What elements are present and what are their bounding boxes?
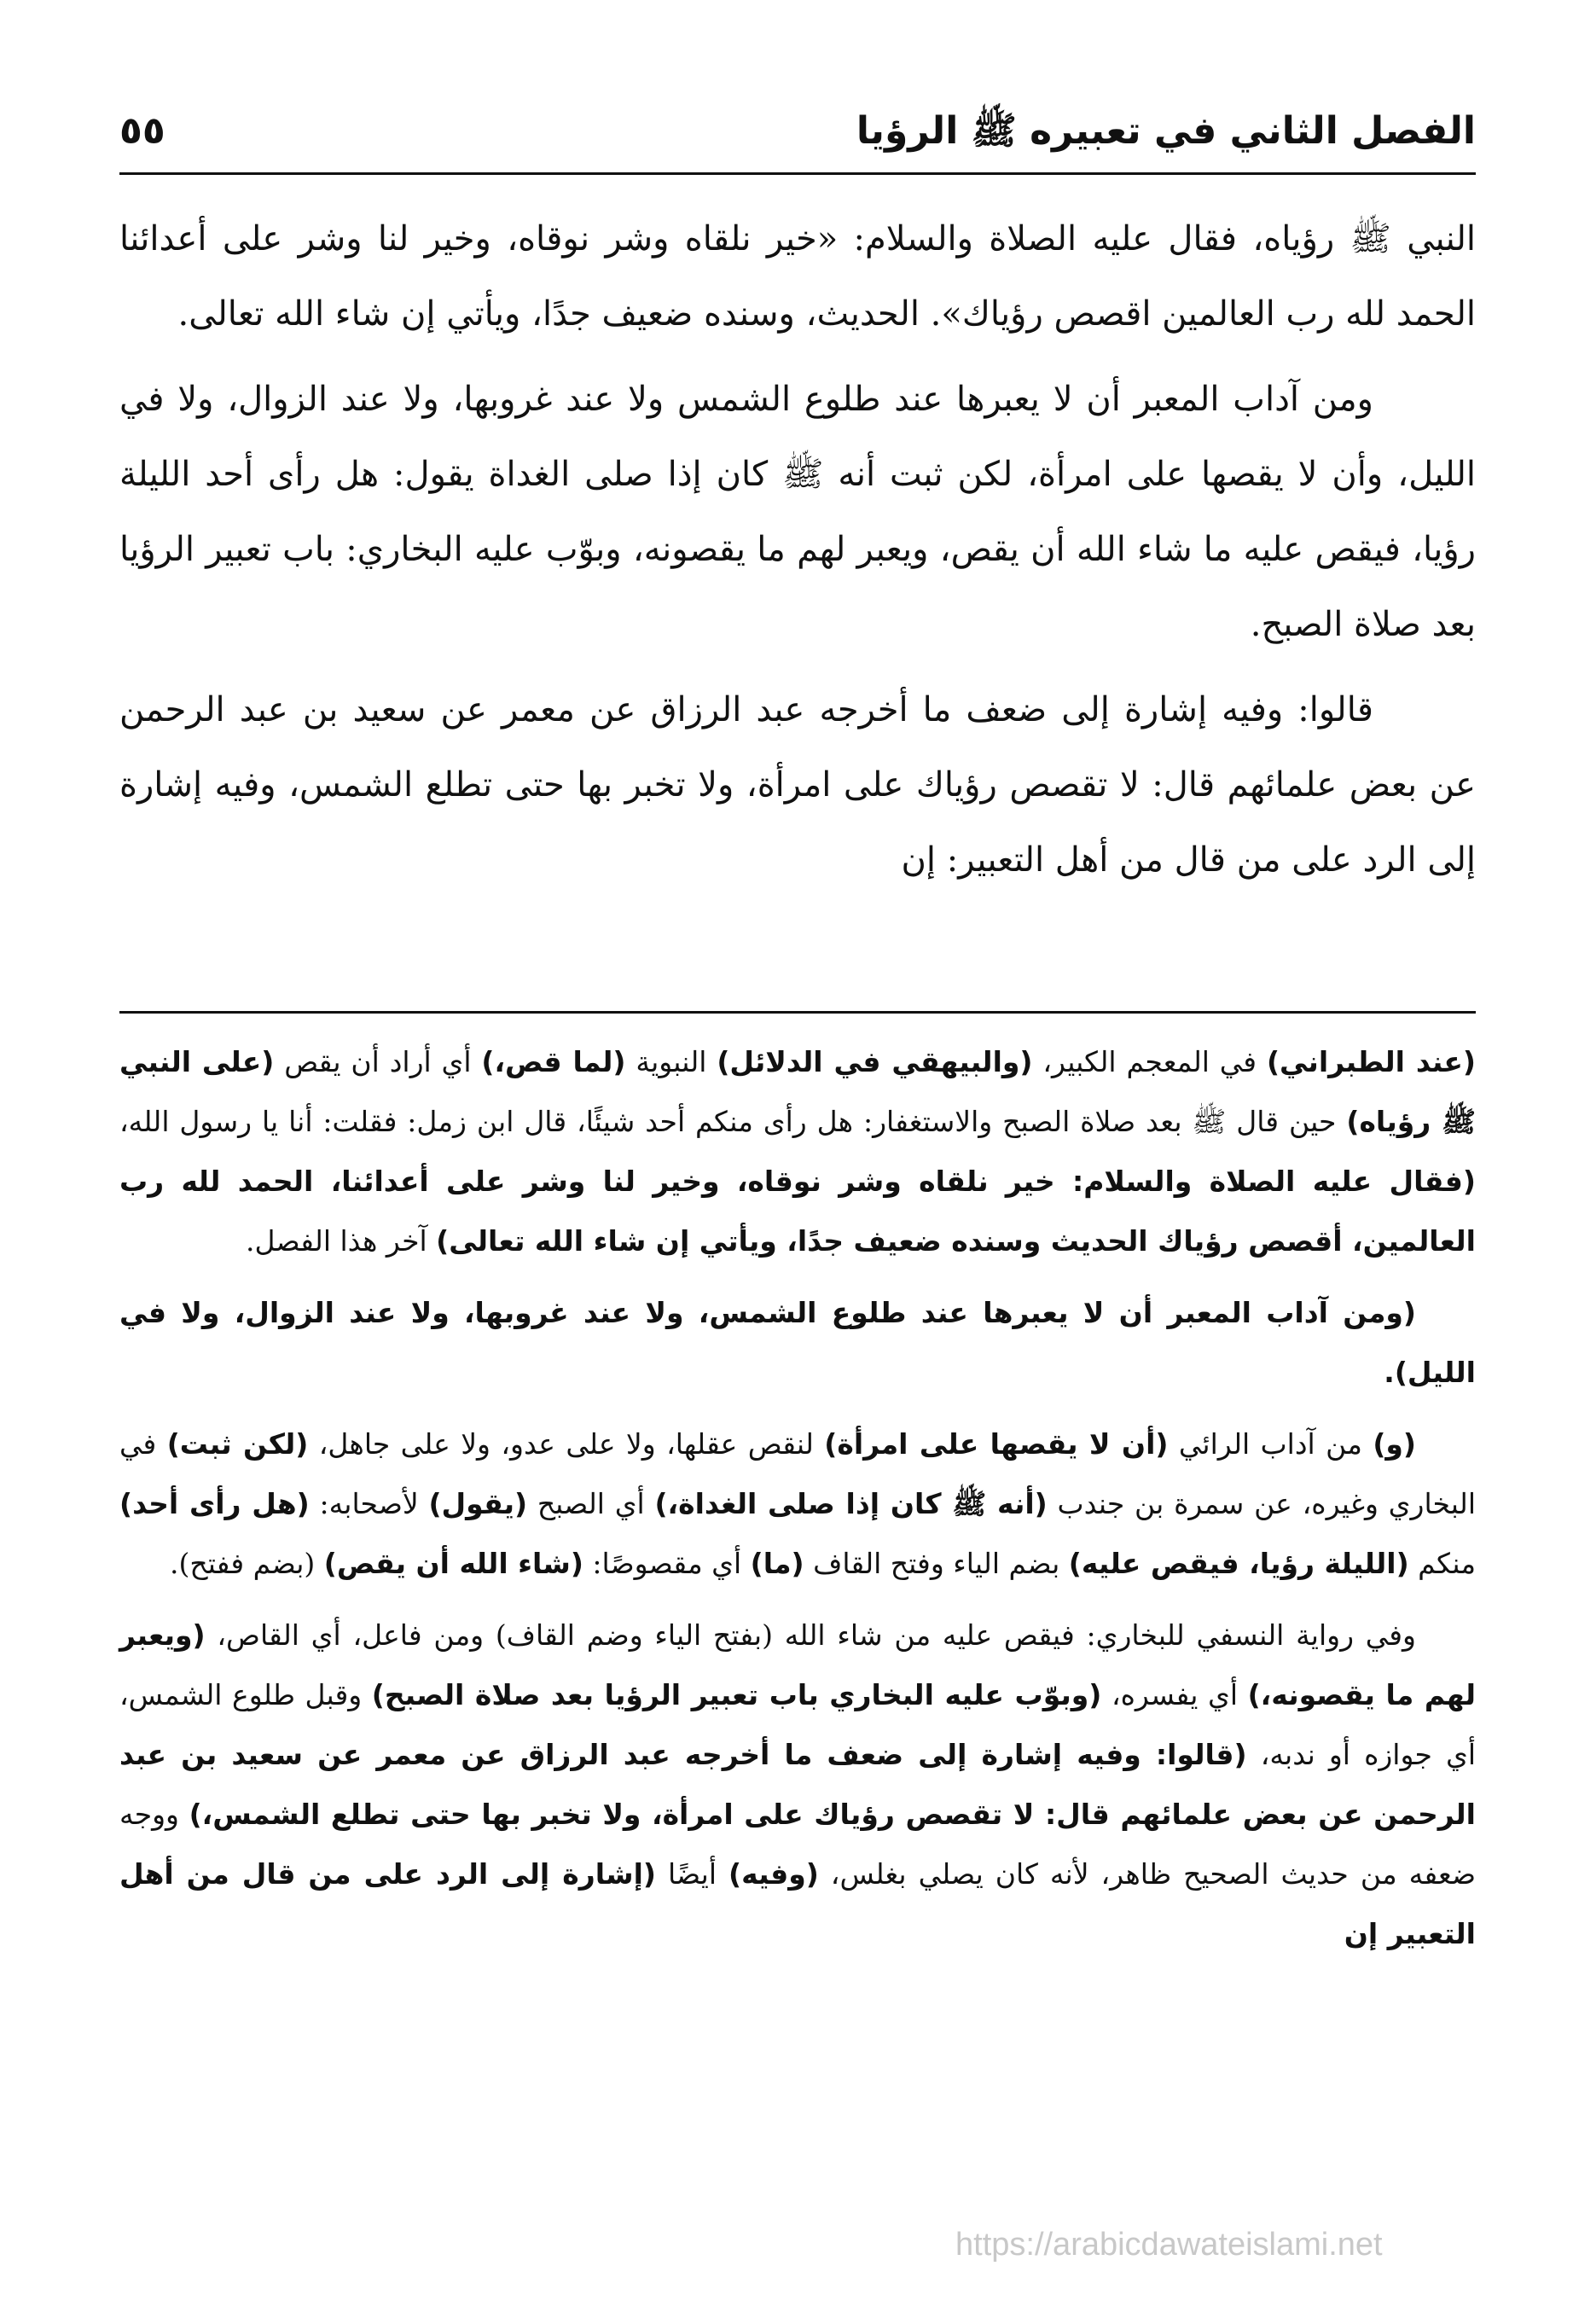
commentary-paragraph: [119, 1415, 1476, 1594]
commentary-quote: (وبوّب عليه البخاري باب تعبير الرؤيا بعد صلاة الصبح): [371, 1678, 1102, 1711]
commentary-quote: (ما): [750, 1547, 804, 1580]
main-text: [119, 201, 1476, 908]
main-paragraph: قالوا: وفيه إشارة إلى ضعف ما أخرجه عبد الرزاق عن معمر عن سعيد بن عبد الرحمن عن بعض علمائهم قال: لا تقصص رؤياك على امرأة، ولا تخبر بها حتى تطلع الشمس، وفيه إشارة إلى الرد على من قال من أهل التعبير: إن: [119, 690, 1476, 880]
commentary-quote: (أنه ﷺ كان إذا صلى الغداة،): [654, 1487, 1048, 1520]
commentary-text: في البخاري وغيره، عن سمرة بن جندب: [119, 1427, 1476, 1520]
commentary-quote: (يقول): [428, 1487, 528, 1520]
commentary-paragraph: [119, 1606, 1476, 1964]
commentary-paragraph: [119, 1032, 1476, 1271]
commentary-quote: (لما قص،): [481, 1045, 626, 1078]
commentary-text: أيضًا: [655, 1857, 729, 1891]
commentary-text: ووجه ضعفه من حديث الصحيح ظاهر، لأنه كان يصلي بغلس،: [119, 1798, 1476, 1891]
commentary-text: لنقص عقلها، ولا على عدو، ولا على جاهل،: [308, 1427, 825, 1461]
main-paragraph: ومن آداب المعبر أن لا يعبرها عند طلوع الشمس ولا عند غروبها، ولا عند الزوال، ولا في الليل، وأن لا يقصها على امرأة، لكن ثبت أنه ﷺ كان إذا صلى الغداة يقول: هل رأى أحد الليلة رؤيا، فيقص عليه ما شاء الله أن يقص، ويعبر لهم ما يقصونه، وبوّب عليه البخاري: باب تعبير الرؤيا بعد صلاة الصبح.: [119, 380, 1476, 644]
commentary: [119, 1032, 1476, 1976]
page-header: [119, 101, 1476, 169]
commentary-text: منكم: [1408, 1547, 1476, 1580]
commentary-quote: (هل رأى أحد): [119, 1487, 310, 1520]
commentary-text: أي الصبح: [527, 1487, 655, 1520]
commentary-quote: (لكن ثبت): [166, 1427, 309, 1461]
main-paragraph: النبي ﷺ رؤياه، فقال عليه الصلاة والسلام: «خير نلقاه وشر نوقاه، وخير لنا وشر على أعدائنا الحمد لله رب العالمين اقصص رؤياك». الحديث، وسنده ضعيف جدًا، ويأتي إن شاء الله تعالى.: [119, 219, 1476, 334]
commentary-quote: (فقال عليه الصلاة والسلام: خير نلقاه وشر نوقاه، وخير لنا وشر على أعدائنا، الحمد لله رب العالمين، أقصص رؤياك الحديث وسنده ضعيف جدًا، ويأتي إن شاء الله تعالى): [119, 1165, 1476, 1258]
page-number: ٥٥: [119, 109, 165, 153]
header-divider: [119, 172, 1476, 175]
watermark-url: https://arabicdawateislami.net: [955, 2227, 1383, 2263]
commentary-text: أي أراد أن يقص: [274, 1045, 482, 1078]
commentary-text: بضم الياء وفتح القاف: [804, 1547, 1069, 1580]
commentary-text: من آداب الرائي: [1168, 1427, 1373, 1461]
commentary-quote: (قالوا: وفيه إشارة إلى ضعف ما أخرجه عبد الرزاق عن معمر عن سعيد بن عبد الرحمن عن بعض علمائهم قال: لا تقصص رؤياك على امرأة، ولا تخبر بها حتى تطلع الشمس،): [119, 1738, 1476, 1831]
commentary-text: أي مقصوصًا:: [583, 1547, 751, 1580]
commentary-paragraph: [119, 1283, 1476, 1403]
commentary-quote: (على النبي ﷺ رؤياه): [119, 1045, 1476, 1138]
commentary-quote: (و): [1373, 1427, 1416, 1461]
commentary-text: النبوية: [625, 1045, 717, 1078]
commentary-quote: (الليلة رؤيا، فيقص عليه): [1068, 1547, 1409, 1580]
commentary-text: وقبل طلوع الشمس، أي جوازه أو ندبه،: [119, 1678, 1477, 1771]
commentary-quote: (عند الطبراني): [1266, 1045, 1476, 1078]
commentary-text: حين قال ﷺ بعد صلاة الصبح والاستغفار: هل رأى منكم أحد شيئًا، قال ابن زمل: فقلت: أنا يا رسول الله،: [119, 1105, 1347, 1138]
commentary-quote: (إشارة إلى الرد على من قال من أهل التعبير إن: [119, 1857, 1476, 1950]
commentary-quote: (وفيه): [728, 1857, 819, 1891]
commentary-text: في المعجم الكبير،: [1032, 1045, 1267, 1078]
commentary-text: (بضم ففتح).: [170, 1547, 324, 1580]
commentary-text: أي يفسره،: [1101, 1678, 1248, 1711]
commentary-text: آخر هذا الفصل.: [245, 1224, 437, 1258]
commentary-quote: (ويعبر لهم ما يقصونه،): [119, 1618, 1476, 1711]
commentary-divider: [119, 1011, 1476, 1014]
commentary-quote: (ومن آداب المعبر أن لا يعبرها عند طلوع الشمس، ولا عند غروبها، ولا عند الزوال، ولا في الليل).: [119, 1296, 1476, 1389]
commentary-quote: (والبيهقي في الدلائل): [717, 1045, 1033, 1078]
running-title: الفصل الثاني في تعبيره ﷺ الرؤيا: [856, 109, 1476, 153]
commentary-quote: (أن لا يقصها على امرأة): [824, 1427, 1169, 1461]
commentary-quote: (شاء الله أن يقص): [323, 1547, 583, 1580]
commentary-text: وفي رواية النسفي للبخاري: فيقص عليه من شاء الله (بفتح الياء وضم القاف) ومن فاعل، أي القاص،: [205, 1618, 1416, 1652]
commentary-text: لأصحابه:: [309, 1487, 429, 1520]
